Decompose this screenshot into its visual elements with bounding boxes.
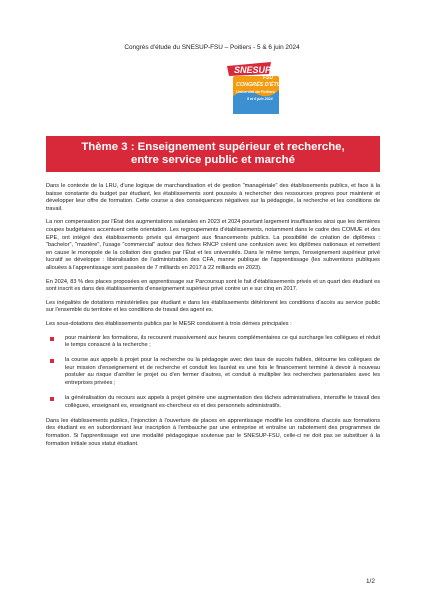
theme-title-line2: entre service public et marché [131, 154, 295, 166]
list-item: pour maintenir les formations, ils recourent massivement aux heures complémentaires ce qui surcharge les collègues et réduit le temps consacré à la recherche ; [46, 335, 380, 350]
paragraph-derives-intro: Les sous-dotations des établissements publics par le MESR conduisent à trois dérives principales : [46, 320, 292, 327]
document-body [46, 183, 380, 454]
page-number: 1/2 [366, 578, 375, 585]
theme-title-line1: Thème 3 : Enseignement supérieur et recherche, [81, 141, 345, 153]
paragraph-compensation: La non compensation par l'État des augmentations salariales en 2023 et 2024 pourtant largement insuffisantes ainsi que les dernières coupes budgétaires accentuent cette orientation. Les regroupements d'établissements, notamment dans le cadre des COMUE et des EPE, ont intégré des établissements privés qui émargent aux financements publics. La possibilité de création de diplômes : "bachelor", "mastère", l'usage "commercial" autour des fiches RNCP créent une confusion avec les diplômes nationaux et remettent en cause le monopole de la collation des grades par l'État et les universités. Dans le même temps, l'enseignement supérieur privé lucratif se développe : libéralisation de l'administration des CFA, manne publique de l'apprentissage (les subventions publiques allouées à l'apprentissage sont passées de 7 milliards en 2017 à 22 milliards en 2023). [46, 219, 380, 271]
theme-banner [46, 136, 380, 172]
congress-logo [225, 60, 289, 116]
list-item: la course aux appels à projet pour la recherche ou la pédagogie avec des taux de succès faibles, détourne les collègues de leur mission d'enseignement et de recherche et conduit les lauréat es une fois le financement terminé à devoir à nouveau postuler au risque d'arrêter le projet ou d'en fermer d'autres, et conduit à multiplier les recherches partenariales avec les entreprises privées ; [46, 357, 380, 387]
logo-suffix: FSU [263, 75, 273, 81]
document-header: Congrès d'étude du SNESUP-FSU – Poitiers - 5 & 6 juin 2024 [124, 44, 300, 51]
paragraph-inequalities: Les inégalités de dotations ministérielles par étudiant e dans les établissements détériorent les conditions d'accès au service public sur l'ensemble du territoire et les conditions de travail des agent es. [46, 299, 380, 314]
bullet-square-icon [50, 337, 54, 341]
paragraph-intro: Dans le contexte de la LRU, d'une logique de marchandisation et de gestion "managériale" des établissements publics, et face à la baisse constante du budget par étudiant, les établissements sont poussés à rechercher des ressources propres pour maintenir et développer leur offre de formation. Cette course a des conséquences négatives sur la pédagogie, la recherche et les conditions de travail. [46, 183, 380, 212]
logo-line2: Université de Poitiers [236, 90, 275, 94]
list-item: la généralisation du recours aux appels à projet génère une augmentation des tâches administratives, intensifie le travail des collègues, enseignant es, enseignant es-chercheur es et des personnels administratifs. [46, 395, 380, 410]
bullet-square-icon [50, 397, 54, 401]
logo-line3: 5 et 6 juin 2024 [247, 97, 273, 101]
derives-list [46, 335, 380, 411]
paragraph-apprenticeship: Dans les établissements publics, l'injonction à l'ouverture de places en apprentissage modifie les conditions d'accès aux formations des étudiant es en subordonnant leur inscription à l'embauche par une entreprise et entraîne un rabotement des programmes de formation. Si l'apprentissage est une modalité pédagogique soutenue par le SNESUP-FSU, celle-ci ne doit pas se substituer à la formation initiale sous statut étudiant. [46, 417, 380, 447]
paragraph-parcoursup: En 2024, 83 % des places proposées en apprentissage sur Parcoursup sont le fait d'établissements privés et un quart des étudiant es sont inscrit es dans des établissements d'enseignement supérieur privé contre un e sur cinq en 2017. [46, 278, 380, 293]
logo-line1: CONGRÈS D'ÉTUDE [236, 82, 289, 88]
bullet-square-icon [50, 359, 54, 363]
logo-name: SNESUP [234, 65, 272, 75]
